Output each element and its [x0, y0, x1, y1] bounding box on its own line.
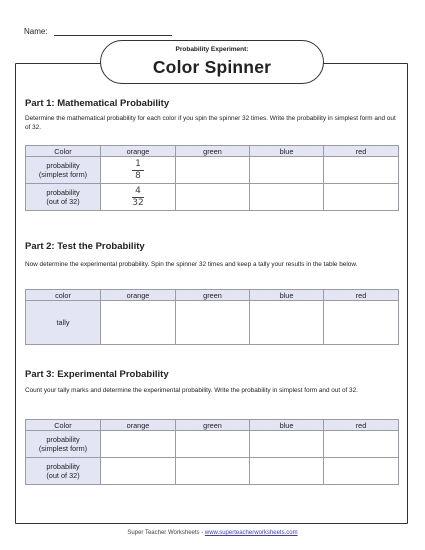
title-box	[100, 40, 324, 84]
footer-text: Super Teacher Worksheets -	[127, 530, 205, 536]
part1-title: Part 1: Mathematical Probability	[25, 98, 170, 109]
table-row	[26, 431, 399, 458]
table-row	[26, 301, 399, 345]
answer-cell[interactable]	[324, 184, 399, 211]
name-field	[24, 27, 172, 36]
answer-cell[interactable]	[324, 431, 399, 458]
answer-cell[interactable]	[176, 157, 250, 184]
part2-instructions: Now determine the experimental probability. Spin the spinner 32 times and keep a tally your results in the table below.	[25, 261, 358, 268]
part1-table	[25, 145, 399, 211]
column-header: orange	[101, 290, 176, 301]
table-row	[26, 184, 399, 211]
tally-cell[interactable]	[250, 301, 324, 345]
row-label: probability (out of 32)	[26, 458, 101, 485]
column-header: green	[176, 290, 250, 301]
column-header: green	[176, 146, 250, 157]
tally-cell[interactable]	[101, 301, 176, 345]
answer-cell[interactable]	[176, 184, 250, 211]
footer-link[interactable]: www.superteacherworksheets.com	[204, 530, 298, 536]
column-header: red	[324, 290, 399, 301]
column-header: Color	[26, 420, 101, 431]
name-underline[interactable]	[54, 27, 172, 36]
column-header: color	[26, 290, 101, 301]
worksheet-subtitle: Probability Experiment:	[175, 46, 249, 53]
answer-cell[interactable]	[101, 157, 176, 184]
row-label: probability (out of 32)	[26, 184, 101, 211]
column-header: orange	[101, 146, 176, 157]
answer-cell[interactable]	[250, 458, 324, 485]
part2-title: Part 2: Test the Probability	[25, 241, 145, 252]
answer-cell[interactable]	[101, 184, 176, 211]
table-header-row	[26, 146, 399, 157]
tally-cell[interactable]	[176, 301, 250, 345]
answer-cell[interactable]	[250, 431, 324, 458]
column-header: Color	[26, 146, 101, 157]
answer-cell[interactable]	[101, 458, 176, 485]
example-fraction: $\frac{4}{32}$	[132, 186, 144, 208]
worksheet-title: Color Spinner	[152, 57, 272, 77]
part3-instructions: Count your tally marks and determine the experimental probability. Write the probability in simplest form and out of 32.	[25, 387, 358, 394]
table-row	[26, 157, 399, 184]
column-header: orange	[101, 420, 176, 431]
part3-title: Part 3: Experimental Probability	[25, 369, 169, 380]
answer-cell[interactable]	[176, 458, 250, 485]
answer-cell[interactable]	[176, 431, 250, 458]
name-label: Name:	[24, 27, 48, 36]
answer-cell[interactable]	[250, 157, 324, 184]
column-header: red	[324, 146, 399, 157]
table-header-row	[26, 290, 399, 301]
answer-cell[interactable]	[324, 458, 399, 485]
footer	[0, 530, 425, 536]
part2-table	[25, 289, 399, 345]
answer-cell[interactable]	[101, 431, 176, 458]
example-fraction: $\frac{1}{8}$	[132, 160, 144, 181]
table-header-row	[26, 420, 399, 431]
row-label: probability (simplest form)	[26, 157, 101, 184]
tally-cell[interactable]	[324, 301, 399, 345]
answer-cell[interactable]	[250, 184, 324, 211]
column-header: red	[324, 420, 399, 431]
row-label: probability (simplest form)	[26, 431, 101, 458]
row-label: tally	[26, 301, 101, 345]
part3-table	[25, 419, 399, 485]
answer-cell[interactable]	[324, 157, 399, 184]
column-header: blue	[250, 420, 324, 431]
column-header: blue	[250, 146, 324, 157]
column-header: blue	[250, 290, 324, 301]
column-header: green	[176, 420, 250, 431]
part1-instructions: Determine the mathematical probability for each color if you spin the spinner 32 times. Write the probability in simplest form and out of 32.	[25, 115, 396, 131]
table-row	[26, 458, 399, 485]
